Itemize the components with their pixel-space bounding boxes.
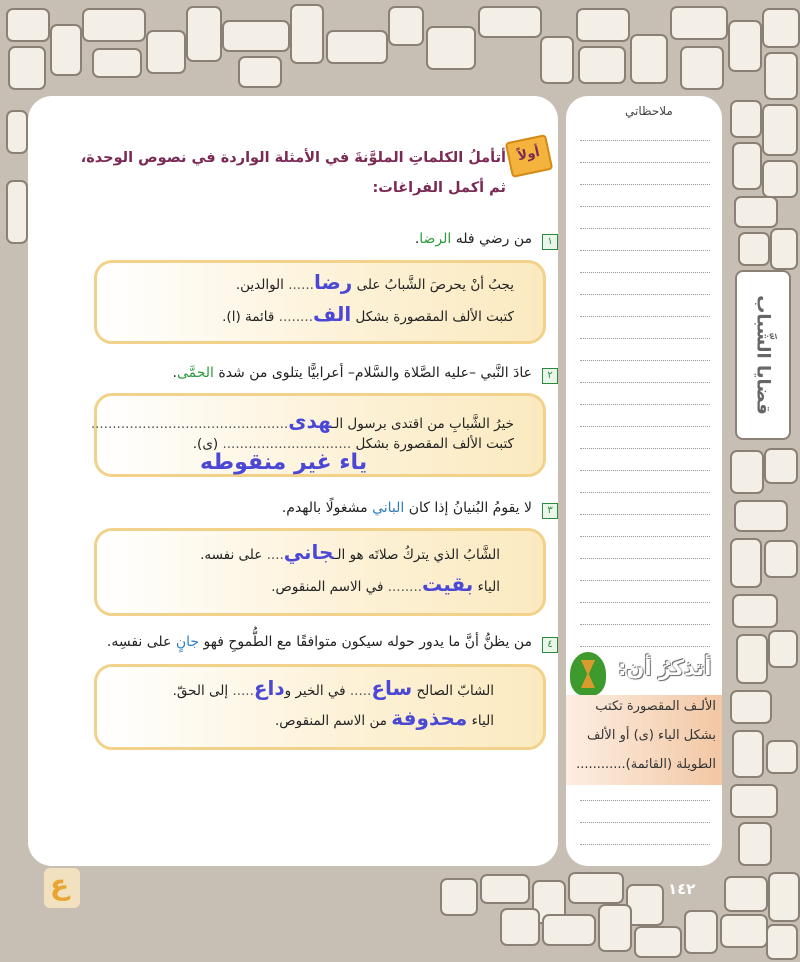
example-number-2: ٢	[542, 368, 558, 384]
fill-line-1-1: يجبُ أنْ يحرصَ الشَّبابُ على رضا...... الوالدين.	[235, 270, 514, 294]
publisher-logo-icon	[44, 868, 80, 908]
example-sentence-4: من يظنُّ أنَّ ما يدور حوله سيكون متوافقًا مع الطُّموحِ فهو جانٍ على نفسِه.	[106, 634, 532, 650]
answer-text: داع	[253, 676, 285, 700]
hourglass-icon	[570, 652, 606, 696]
answer-text: محذوفة	[391, 706, 468, 730]
remember-line-3: الطويلة (القائمة)............	[576, 757, 716, 772]
notes-title: ملاحظاتي	[625, 104, 673, 118]
fill-line-3-1: الشَّابُ الذي يتركُ صلاتَه هو الـجاني.... على نفسه.	[200, 540, 500, 564]
fill-line-2-1: خيرُ الشَّبابِ من اقتدى برسول الـهدى..............................................	[90, 409, 514, 433]
fill-line-4-1: الشابّ الصالح ساع..... في الخير وداع..... إلى الحقّ.	[172, 676, 494, 700]
chapter-tab	[735, 270, 791, 440]
instructions	[36, 143, 506, 203]
fill-line-1-2: كتبت الألف المقصورة بشكل الف........ قائمة (ا).	[222, 302, 514, 326]
answer-text: جاني	[283, 540, 334, 564]
instructions-line-2: ثم أكمل الفراغات:	[372, 180, 506, 196]
remember-box	[566, 695, 722, 785]
fill-line-2-2: كتبت الألف المقصورة بشكل .............................. (ى).	[192, 436, 514, 452]
instructions-line-1: أتأملُ الكلماتِ الملوَّنةَ في الأمثلة الواردة في نصوص الوحدة،	[80, 150, 506, 166]
fill-line-3-2: الياء بقيت........ في الاسم المنقوص.	[271, 572, 500, 596]
answer-text-handwritten: ياء غير منقوطه	[200, 450, 368, 475]
example-number-3: ٣	[542, 503, 558, 519]
chapter-title: قضايا الشَّباب	[752, 295, 774, 415]
content-card	[28, 96, 558, 866]
answer-text: رضا	[313, 270, 353, 294]
section-badge: أولاً	[505, 134, 554, 178]
example-sentence-2: عادَ النَّبي –عليه الصَّلاة والسَّلام– أعرابيًّا يتلوى من شدة الحمَّى.	[172, 365, 532, 381]
example-sentence-1: من رضي فله الرضا.	[414, 231, 532, 247]
remember-line-1: الألـف المقصورة تكتب	[595, 699, 716, 714]
example-number-1: ١	[542, 234, 558, 250]
answer-text: الف	[313, 302, 352, 326]
remember-line-2: بشكل الياء (ى) أو الألف	[587, 728, 716, 743]
answer-text: هدى	[288, 409, 332, 433]
page-number: ١٤٢	[668, 880, 696, 898]
fill-line-4-2: الياء محذوفة من الاسم المنقوص.	[274, 706, 494, 730]
remember-title: أتذكرُ أن:	[618, 656, 712, 680]
example-number-4: ٤	[542, 637, 558, 653]
answer-text: ساع	[371, 676, 413, 700]
example-sentence-3: لا يقومُ البُنيانُ إذا كان الباني مشغولًا بالهدم.	[281, 500, 532, 516]
answer-text: بقيت	[422, 572, 474, 596]
